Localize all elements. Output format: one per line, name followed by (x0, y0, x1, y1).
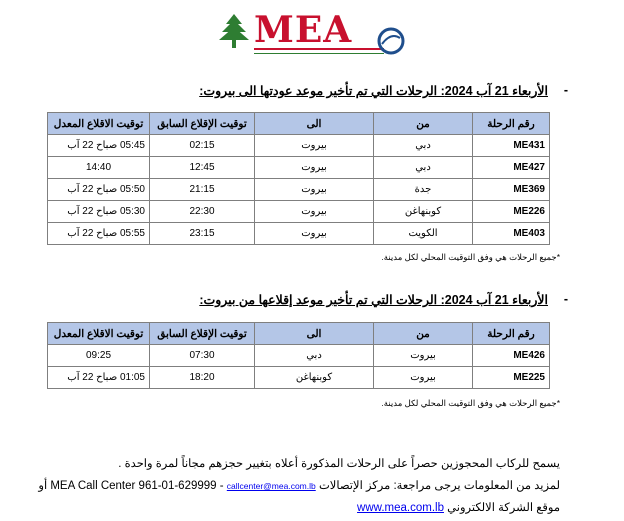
table-row (48, 135, 550, 157)
table-row (48, 201, 550, 223)
flight-no: ME403 (473, 223, 550, 245)
new-time: 09:25 (48, 345, 150, 367)
destination: بيروت (255, 223, 374, 245)
header-flight-no: رقم الرحلة (473, 113, 550, 135)
header-to: الى (255, 323, 374, 345)
origin: بيروت (374, 345, 473, 367)
header-from: من (374, 113, 473, 135)
destination: بيروت (255, 179, 374, 201)
prev-time: 18:20 (150, 367, 255, 389)
new-time: 05:50 صباح 22 آب (48, 179, 150, 201)
header-prev-time: توقيت الإقلاع السابق (150, 323, 255, 345)
flight-no: ME225 (473, 367, 550, 389)
website-label: موقع الشركة الالكتروني (447, 502, 560, 514)
table-row (48, 179, 550, 201)
prev-time: 12:45 (150, 157, 255, 179)
section1-dash: - (563, 83, 568, 97)
new-time: 05:45 صباح 22 آب (48, 135, 150, 157)
table-row (48, 223, 550, 245)
header-from: من (374, 323, 473, 345)
table-header-row (48, 323, 550, 345)
contact-text: لمزيد من المعلومات يرجى مراجعة: مركز الإتصالات MEA Call Center 961-01-629999 - (50, 480, 560, 492)
skyteam-icon (374, 24, 408, 58)
destination: بيروت (255, 201, 374, 223)
origin: دبي (374, 157, 473, 179)
header-prev-time: توقيت الإقلاع السابق (150, 113, 255, 135)
header-to: الى (255, 113, 374, 135)
header-flight-no: رقم الرحلة (473, 323, 550, 345)
new-time: 01:05 صباح 22 آب (48, 367, 150, 389)
website-line (357, 500, 560, 514)
section2-title: الأربعاء 21 آب 2024: الرحلات التي تم تأخير موعد إقلاعها من بيروت: (199, 293, 548, 307)
new-time: 05:55 صباح 22 آب (48, 223, 150, 245)
table-row (48, 345, 550, 367)
destination: دبي (255, 345, 374, 367)
origin: بيروت (374, 367, 473, 389)
prev-time: 21:15 (150, 179, 255, 201)
rebooking-notice: يسمح للركاب المحجوزين حصراً على الرحلات المذكورة أعلاه بتغيير حجزهم مجاناً لمرة واحدة . (118, 458, 560, 470)
section2-note: *جميع الرحلات هي وفق التوقيت المحلي لكل مدينة. (381, 398, 560, 408)
flight-no: ME427 (473, 157, 550, 179)
section2-dash: - (563, 292, 568, 306)
flight-no: ME426 (473, 345, 550, 367)
brand-subtitle-line (254, 48, 384, 54)
return-delays-table (47, 112, 550, 245)
flight-no: ME369 (473, 179, 550, 201)
callcenter-email-link[interactable]: callcenter@mea.com.lb (226, 481, 316, 491)
origin: الكويت (374, 223, 473, 245)
flight-no: ME226 (473, 201, 550, 223)
table-row (48, 367, 550, 389)
prev-time: 07:30 (150, 345, 255, 367)
website-link[interactable]: www.mea.com.lb (357, 502, 444, 514)
cedar-icon (216, 12, 252, 52)
table-row (48, 157, 550, 179)
origin: جدة (374, 179, 473, 201)
header-new-time: توقيت الاقلاع المعدل (48, 113, 150, 135)
section1-heading (199, 83, 568, 98)
origin: دبي (374, 135, 473, 157)
section2-heading (199, 292, 568, 307)
prev-time: 22:30 (150, 201, 255, 223)
or-text: أو (38, 480, 48, 492)
new-time: 14:40 (48, 157, 150, 179)
destination: بيروت (255, 157, 374, 179)
flight-no: ME431 (473, 135, 550, 157)
destination: بيروت (255, 135, 374, 157)
destination: كوبنهاغن (255, 367, 374, 389)
header-new-time: توقيت الاقلاع المعدل (48, 323, 150, 345)
section1-title: الأربعاء 21 آب 2024: الرحلات التي تم تأخير موعد عودتها الى بيروت: (199, 84, 548, 98)
prev-time: 23:15 (150, 223, 255, 245)
origin: كوبنهاغن (374, 201, 473, 223)
brand-text: MEA (254, 9, 353, 51)
departure-delays-table (47, 322, 550, 389)
section1-note: *جميع الرحلات هي وفق التوقيت المحلي لكل مدينة. (381, 252, 560, 262)
prev-time: 02:15 (150, 135, 255, 157)
table-header-row (48, 113, 550, 135)
new-time: 05:30 صباح 22 آب (48, 201, 150, 223)
contact-line (38, 478, 560, 492)
